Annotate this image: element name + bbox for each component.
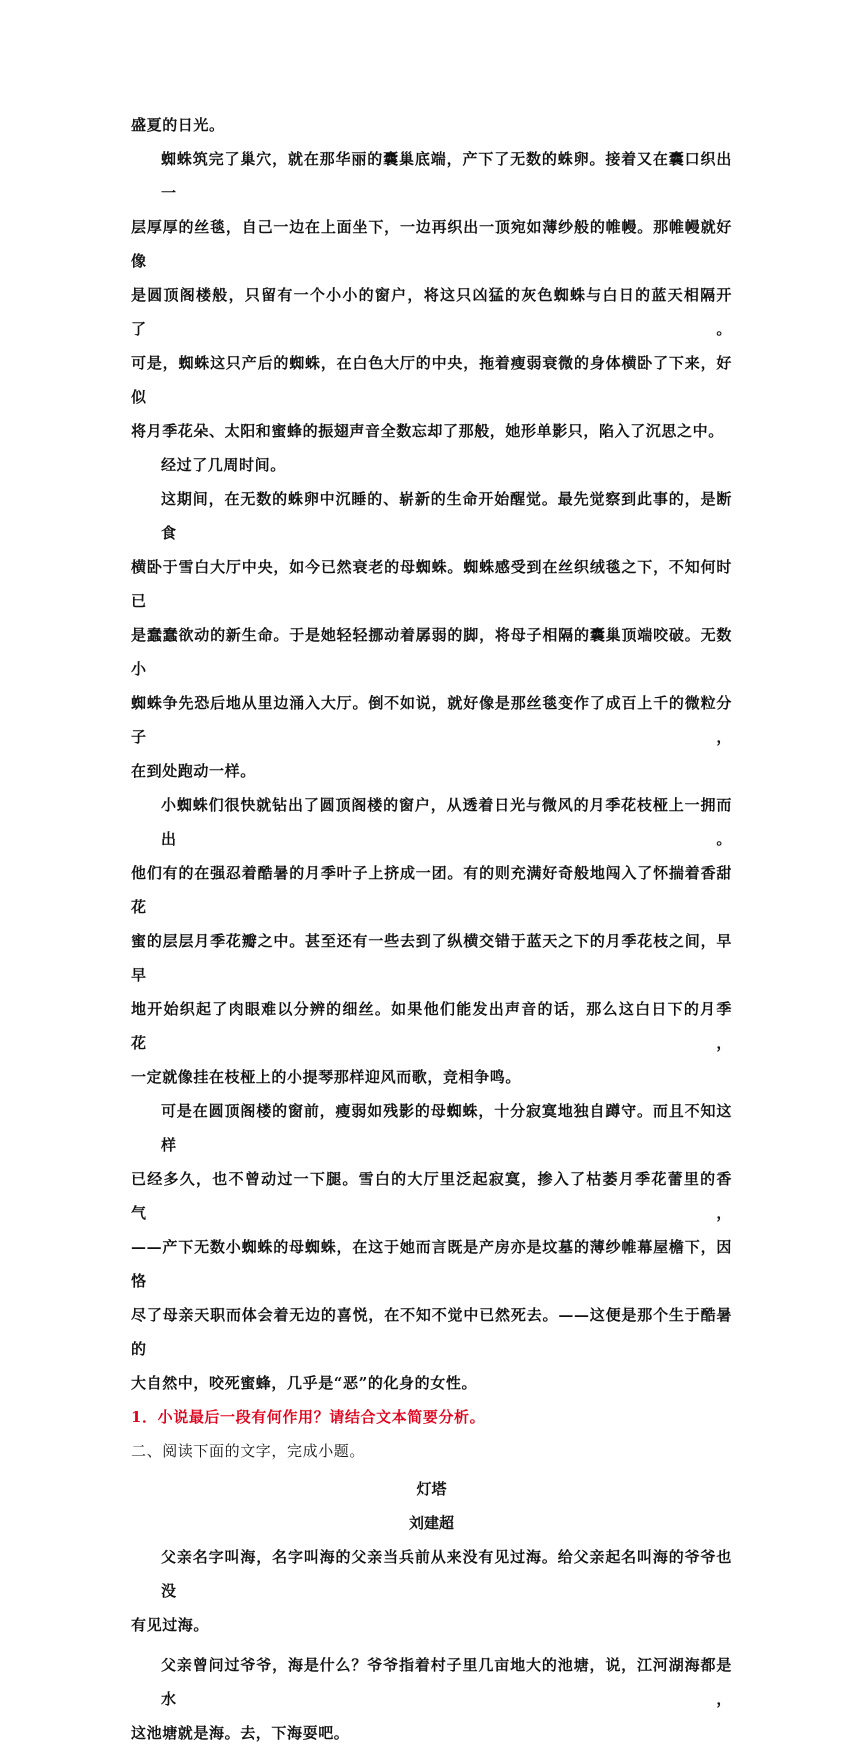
question-1: 1．小说最后一段有何作用？请结合文本简要分析。 (131, 1408, 486, 1426)
text-line: 父亲曾问过爷爷，海是什么？爷爷指着村子里几亩地大的池塘，说，江河湖海都是水， (161, 1656, 732, 1708)
text-line: 有见过海。 (131, 1616, 210, 1634)
text-line: 小蜘蛛们很快就钻出了圆顶阁楼的窗户，从透着日光与微风的月季花枝桠上一拥而出。 (161, 796, 732, 848)
text-line: 父亲名字叫海，名字叫海的父亲当兵前从来没有见过海。给父亲起名叫海的爷爷也没 (161, 1548, 732, 1600)
text-line: 地开始织起了肉眼难以分辨的细丝。如果他们能发出声音的话，那么这白日下的月季花， (131, 1000, 732, 1052)
text-line: 将月季花朵、太阳和蜜蜂的振翅声音全数忘却了那般，她形单影只，陷入了沉思之中。 (131, 422, 724, 440)
section-heading: 二、阅读下面的文字，完成小题。 (131, 1442, 366, 1460)
text-line: 是蠢蠢欲动的新生命。于是她轻轻挪动着孱弱的脚，将母子相隔的囊巢顶端咬破。无数小 (131, 626, 732, 678)
text-line: 尽了母亲天职而体会着无边的喜悦，在不知不觉中已然死去。——这便是那个生于酷暑的 (131, 1306, 732, 1358)
paragraph-5 (131, 1094, 732, 1400)
text-line: 蜜的层层月季花瓣之中。甚至还有一些去到了纵横交错于蓝天之下的月季花枝之间，早早 (131, 932, 732, 984)
text-line: 蜘蛛争先恐后地从里边涌入大厅。倒不如说，就好像是那丝毯变作了成百上千的微粒分子， (131, 694, 732, 746)
text-line: 这池塘就是海。去，下海耍吧。 (131, 1724, 350, 1742)
paragraph-1 (131, 142, 732, 448)
text-line: 大自然中，咬死蜜蜂，几乎是“恶”的化身的女性。 (131, 1374, 478, 1392)
story-author: 刘建超 (408, 1514, 454, 1532)
story-paragraph-2 (131, 1648, 732, 1750)
text-line: 可是在圆顶阁楼的窗前，瘦弱如残影的母蜘蛛，十分寂寞地独自蹲守。而且不知这样 (161, 1102, 732, 1154)
text-line: 这期间，在无数的蛛卵中沉睡的、崭新的生命开始醒觉。最先觉察到此事的，是断食 (161, 490, 732, 542)
text-line: 可是，蜘蛛这只产后的蜘蛛，在白色大厅的中央，拖着瘦弱衰微的身体横卧了下来，好似 (131, 354, 732, 406)
text-line: 蜘蛛筑完了巢穴，就在那华丽的囊巢底端，产下了无数的蛛卵。接着又在囊口织出一 (161, 150, 732, 202)
text-line: ——产下无数小蜘蛛的母蜘蛛，在这于她而言既是产房亦是坟墓的薄纱帷幕屋檐下，因恪 (131, 1238, 732, 1290)
text-line: 层厚厚的丝毯，自己一边在上面坐下，一边再织出一顶宛如薄纱般的帷幔。那帷幔就好像 (131, 218, 732, 270)
text-line: 是圆顶阁楼般，只留有一个小小的窗户，将这只凶猛的灰色蜘蛛与白日的蓝天相隔开了。 (131, 286, 732, 338)
story-title: 灯塔 (416, 1480, 447, 1498)
text-line: 一定就像挂在枝桠上的小提琴那样迎风而歌，竞相争鸣。 (131, 1068, 522, 1086)
text-line: 横卧于雪白大厅中央，如今已然衰老的母蜘蛛。蜘蛛感受到在丝织绒毯之下，不知何时已 (131, 558, 732, 610)
text-line: 经过了几周时间。 (161, 456, 286, 474)
text-line: 他们有的在强忍着酷暑的月季叶子上挤成一团。有的则充满好奇般地闯入了怀揣着香甜花 (131, 864, 732, 916)
story-paragraph-1 (131, 1540, 732, 1642)
text-line: 在到处跑动一样。 (131, 762, 256, 780)
paragraph-4 (131, 788, 732, 1094)
paragraph-0 (131, 108, 732, 142)
paragraph-3 (131, 482, 732, 788)
text-line: 盛夏的日光。 (131, 116, 225, 134)
paragraph-2 (131, 448, 732, 482)
text-line: 已经多久，也不曾动过一下腿。雪白的大厅里泛起寂寞，掺入了枯萎月季花蕾里的香气， (131, 1170, 732, 1222)
